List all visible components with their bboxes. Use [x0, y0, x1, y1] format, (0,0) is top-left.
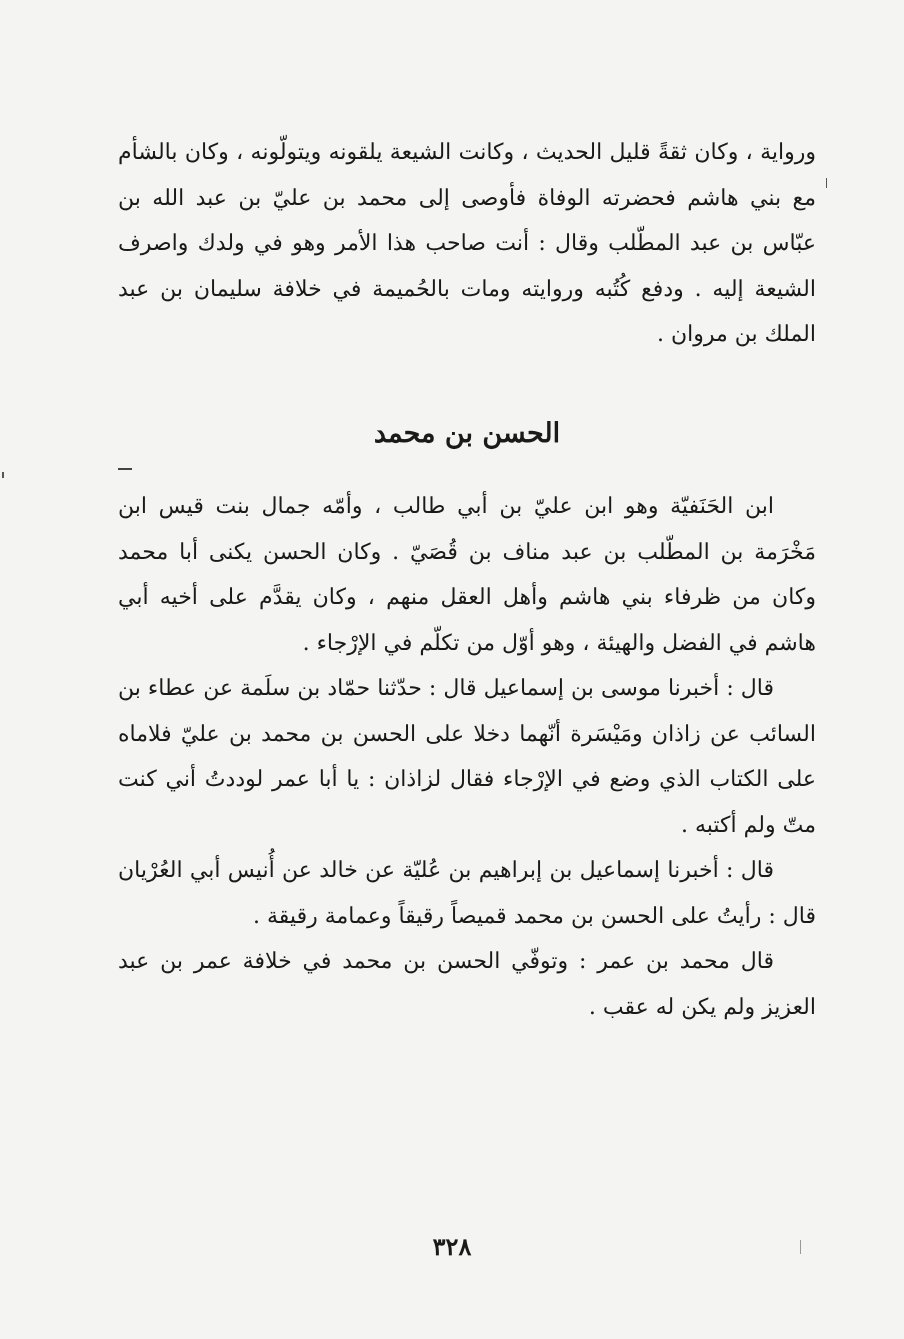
page-number: ٣٢٨ [432, 1232, 472, 1261]
body-paragraph-2: قال : أخبرنا موسى بن إسماعيل قال : حدّثنا حمّاد بن سلَمة عن عطاء بن السائب عن زاذان ومَيْسَرة أنّهما دخلا على الحسن بن محمد بن عليّ فلاماه على الكتاب الذي وضع في الإرْجاء فقال لزاذان : يا أبا عمر لوددتُ أني كنت متّ ولم أكتبه . [118, 676, 816, 838]
body-paragraph-3: قال : أخبرنا إسماعيل بن إبراهيم بن عُليّة عن خالد عن أُنيس أبي العُرْيان قال : رأيتُ على الحسن بن محمد قميصاً رقيقاً وعمامة رقيقة . [118, 858, 816, 929]
body-paragraph-1: ابن الحَنَفيّة وهو ابن عليّ بن أبي طالب ، وأمّه جمال بنت قيس ابن مَخْرَمة بن المطّلب بن عبد مناف بن قُصَيّ . وكان الحسن يكنى أبا محمد وكان من ظرفاء بني هاشم وأهل العقل منهم ، وكان يقدَّم على أخيه أبي هاشم في الفضل والهيئة ، وهو أوّل من تكلّم في الإرْجاء . [118, 494, 816, 656]
intro-paragraph: ورواية ، وكان ثقةً قليل الحديث ، وكانت الشيعة يلقونه ويتولّونه ، وكان بالشأم مع بني هاشم فحضرته الوفاة فأوصى إلى محمد بن عليّ بن عبد الله بن عبّاس بن عبد المطّلب وقال : أنت صاحب هذا الأمر وهو في ولدك واصرف الشيعة إليه . ودفع كُتُبه وروايته ومات بالحُميمة في خلافة سليمان بن عبد الملك بن مروان . [118, 140, 817, 347]
section-body [118, 484, 816, 1030]
section-heading: الحسن بن محمد [373, 418, 561, 449]
intro-block [118, 130, 816, 358]
margin-dash [118, 468, 132, 470]
margin-speck [800, 1240, 801, 1254]
edge-speck [2, 472, 4, 478]
margin-speck [826, 178, 827, 188]
body-paragraph-4: قال محمد بن عمر : وتوفّي الحسن بن محمد في خلافة عمر بن عبد العزيز ولم يكن له عقب . [118, 949, 816, 1020]
